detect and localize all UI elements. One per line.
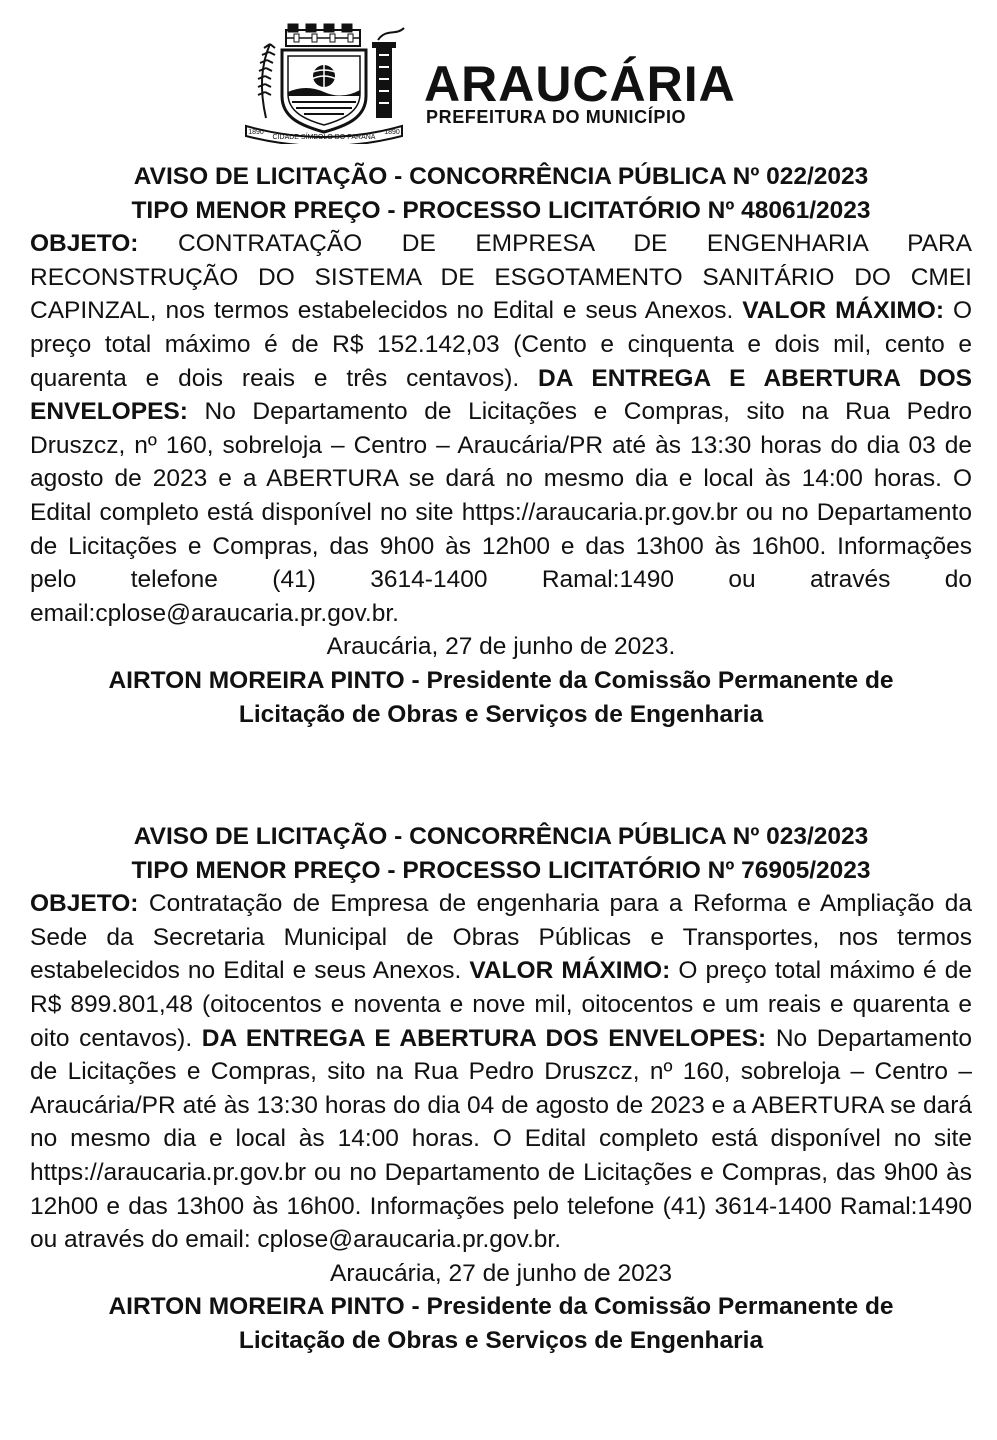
signer-line-2: Licitação de Obras e Serviços de Engenharia xyxy=(238,700,764,728)
signer-line-1: AIRTON MOREIRA PINTO - Presidente da Comissão Permanente de xyxy=(108,666,894,694)
notice-body xyxy=(30,227,972,630)
notice-date: Araucária, 27 de junho de 2023. xyxy=(326,633,676,661)
objeto-label: OBJETO: xyxy=(30,230,139,258)
objeto-text: Contratação de Empresa de engenharia para a Reforma e Ampliação da Sede da Secretaria Municipal de Obras Públicas e Transportes, nos termos estabelecidos no Edital e seus Anexos. xyxy=(30,890,972,985)
objeto-text: CONTRATAÇÃO DE EMPRESA DE ENGENHARIA PARA RECONSTRUÇÃO DO SISTEMA DE ESGOTAMENTO SANITÁRIO DO CMEI CAPINZAL, nos termos estabelecidos no Edital e seus Anexos. xyxy=(30,230,972,325)
notice-date: Araucária, 27 de junho de 2023 xyxy=(330,1259,672,1287)
crest-year-right: 1890 xyxy=(384,129,400,136)
valor-label: VALOR MÁXIMO: xyxy=(469,957,671,985)
notice-body xyxy=(30,887,972,1257)
notice-subtitle: TIPO MENOR PREÇO - PROCESSO LICITATÓRIO Nº 48061/2023 xyxy=(131,196,871,224)
entrega-text: No Departamento de Licitações e Compras, sito na Rua Pedro Druszcz, nº 160, sobreloja – Centro – Araucária/PR até às 13:30 horas do dia 04 de agosto de 2023 e a ABERTURA se dará no mesmo dia e local às 14:00 horas. O Edital completo está disponível no site https://araucaria.pr.gov.br ou no Departamento de Licitações e Compras, das 9h00 às 12h00 e das 13h00 às 16h00. Informações pelo telefone (41) 3614-1400 Ramal:1490 ou através do email: cplose@araucaria.pr.gov.br. xyxy=(30,1024,972,1254)
crest-ribbon-text: CIDADE SÍMBOLO DO PARANÁ xyxy=(272,134,376,141)
page-header xyxy=(236,22,776,144)
coat-of-arms-crest xyxy=(236,22,412,144)
entrega-label: DA ENTREGA E ABERTURA DOS ENVELOPES: xyxy=(30,364,972,426)
notice-subtitle: TIPO MENOR PREÇO - PROCESSO LICITATÓRIO Nº 76905/2023 xyxy=(131,856,871,884)
valor-label: VALOR MÁXIMO: xyxy=(742,297,944,325)
brand-block xyxy=(424,56,736,127)
signer-line-1: AIRTON MOREIRA PINTO - Presidente da Comissão Permanente de xyxy=(108,1293,894,1321)
valor-text: O preço total máximo é de R$ 899.801,48 (oitocentos e noventa e nove mil, oitocentos e um reais e quarenta e oito centavos). xyxy=(30,957,972,1052)
bid-notice-023-2023 xyxy=(30,820,972,1358)
entrega-label: DA ENTREGA E ABERTURA DOS ENVELOPES: xyxy=(201,1024,767,1052)
brand-subtitle: PREFEITURA DO MUNICÍPIO xyxy=(426,107,687,127)
brand-name: ARAUCÁRIA xyxy=(424,56,736,112)
bid-notice-022-2023 xyxy=(30,160,972,731)
notice-title: AVISO DE LICITAÇÃO - CONCORRÊNCIA PÚBLICA Nº 022/2023 xyxy=(133,163,869,190)
objeto-label: OBJETO: xyxy=(30,890,139,918)
entrega-text: No Departamento de Licitações e Compras, sito na Rua Pedro Druszcz, nº 160, sobreloja – Centro – Araucária/PR até às 13:30 horas do dia 03 de agosto de 2023 e a ABERTURA se dará no mesmo dia e local às 14:00 horas. O Edital completo está disponível no site https://araucaria.pr.gov.br ou no Departamento de Licitações e Compras, das 9h00 às 12h00 e das 13h00 às 16h00. Informações pelo telefone (41) 3614-1400 Ramal:1490 ou através do email:cplose@araucaria.pr.gov.br. xyxy=(30,398,972,627)
signer-line-2: Licitação de Obras e Serviços de Engenharia xyxy=(238,1326,764,1354)
notice-title: AVISO DE LICITAÇÃO - CONCORRÊNCIA PÚBLICA Nº 023/2023 xyxy=(133,823,869,850)
valor-text: O preço total máximo é de R$ 152.142,03 (Cento e cinquenta e dois mil, cento e quarenta e dois reais e três centavos). xyxy=(30,297,972,392)
crest-year-left: 1890 xyxy=(248,129,264,136)
